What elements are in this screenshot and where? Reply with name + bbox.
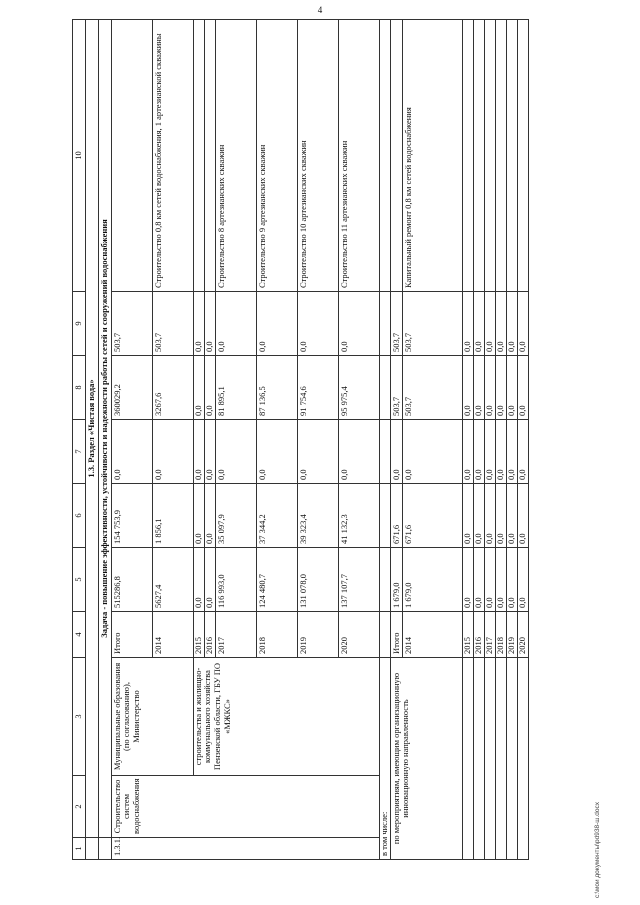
value-cell: 0,0	[518, 292, 529, 356]
header-cell: 5	[73, 548, 86, 612]
value-cell: 0,0	[193, 292, 204, 356]
value-cell: 503,7	[390, 292, 403, 356]
rotated-table-area	[72, 20, 574, 860]
year-cell: 2014	[403, 612, 463, 658]
value-cell: 0,0	[463, 484, 474, 548]
value-cell: 0,0	[403, 420, 463, 484]
table-row	[474, 20, 485, 860]
value-cell: 515286,8	[111, 548, 152, 612]
year-cell: 2015	[463, 612, 474, 658]
value-cell: 0,0	[215, 420, 256, 484]
value-cell: 0,0	[390, 420, 403, 484]
year-cell: 2019	[297, 612, 338, 658]
value-cell: 0,0	[507, 548, 518, 612]
section-title: 1.3. Раздел «Чистая вода»	[86, 20, 99, 838]
note-cell	[111, 20, 152, 292]
value-cell: 37 344,2	[256, 484, 297, 548]
note-cell	[507, 20, 518, 292]
section-title-row	[86, 20, 99, 860]
table-row	[485, 20, 496, 860]
value-cell: 0,0	[496, 420, 507, 484]
header-cell: 2	[73, 776, 86, 838]
including-label: в том числе:	[379, 658, 390, 860]
year-cell: 2018	[496, 612, 507, 658]
value-cell: 5627,4	[152, 548, 193, 612]
file-path-footer	[590, 801, 630, 898]
value-cell: 0,0	[474, 356, 485, 420]
value-cell: 35 097,9	[215, 484, 256, 548]
innovation-label: по мероприятиям, имеющим организационную инновационную направленность	[390, 658, 463, 860]
value-cell: 503,7	[152, 292, 193, 356]
value-cell: 0,0	[215, 292, 256, 356]
value-cell: 39 323,4	[297, 484, 338, 548]
value-cell: 0,0	[496, 292, 507, 356]
value-cell: 0,0	[496, 356, 507, 420]
value-cell: 0,0	[338, 420, 379, 484]
year-cell: 2015	[193, 612, 204, 658]
item-name: Строительство систем водоснабжения	[111, 776, 379, 838]
value-cell: 0,0	[518, 548, 529, 612]
table-row	[379, 20, 390, 860]
value-cell: 0,0	[507, 420, 518, 484]
year-cell: 2019	[507, 612, 518, 658]
executor-part2: строительства и жилищно-коммунального хозяйства Пензенской области, ГБУ ПО «МЖКС»	[193, 658, 379, 776]
value-cell: 0,0	[485, 356, 496, 420]
value-cell: 0,0	[485, 420, 496, 484]
header-row	[73, 20, 86, 860]
value-cell: 91 754,6	[297, 356, 338, 420]
value-cell: 360029,2	[111, 356, 152, 420]
rotation-frame	[72, 20, 574, 860]
header-cell: 10	[73, 20, 86, 292]
value-cell: 87 136,5	[256, 356, 297, 420]
value-cell: 503,7	[390, 356, 403, 420]
header-cell: 3	[73, 658, 86, 776]
value-cell: 3267,6	[152, 356, 193, 420]
value-cell: 0,0	[152, 420, 193, 484]
year-cell: 2017	[485, 612, 496, 658]
note-cell	[485, 20, 496, 292]
value-cell: 0,0	[256, 420, 297, 484]
value-cell: 0,0	[474, 548, 485, 612]
value-cell: 0,0	[193, 356, 204, 420]
note-cell	[204, 20, 215, 292]
year-cell: 2016	[474, 612, 485, 658]
value-cell: 0,0	[518, 420, 529, 484]
year-cell: Итого	[111, 612, 152, 658]
note-cell	[474, 20, 485, 292]
value-cell: 0,0	[256, 292, 297, 356]
table-row	[518, 20, 529, 860]
task-title: Задача - повышение эффективности, устойчивости и надежности работы сетей и сооружений водоснабжения	[98, 20, 111, 838]
value-cell: 0,0	[485, 484, 496, 548]
note-cell: Строительство 10 артезианских скважин	[297, 20, 338, 292]
note-cell	[193, 20, 204, 292]
value-cell: 0,0	[204, 484, 215, 548]
value-cell: 0,0	[496, 548, 507, 612]
task-title-row	[98, 20, 111, 860]
year-cell: 2014	[152, 612, 193, 658]
table-row	[507, 20, 518, 860]
note-cell	[496, 20, 507, 292]
table-row	[496, 20, 507, 860]
table-row	[463, 20, 474, 860]
value-cell: 81 895,1	[215, 356, 256, 420]
value-cell: 0,0	[507, 484, 518, 548]
value-cell: 0,0	[518, 484, 529, 548]
header-cell: 6	[73, 484, 86, 548]
value-cell: 0,0	[496, 484, 507, 548]
value-cell: 671,6	[390, 484, 403, 548]
value-cell: 1 856,1	[152, 484, 193, 548]
value-cell: 0,0	[474, 420, 485, 484]
header-cell: 8	[73, 356, 86, 420]
value-cell: 503,7	[403, 292, 463, 356]
value-cell: 0,0	[193, 548, 204, 612]
note-cell: Строительство 11 артезианских скважин	[338, 20, 379, 292]
value-cell: 154 753,9	[111, 484, 152, 548]
value-cell: 0,0	[111, 420, 152, 484]
value-cell: 1 679,0	[390, 548, 403, 612]
value-cell: 0,0	[474, 484, 485, 548]
file-path-text: c:\мои документы\pd938-ш.docx	[594, 801, 601, 898]
value-cell: 137 107,7	[338, 548, 379, 612]
value-cell: 0,0	[463, 356, 474, 420]
table-row	[193, 20, 204, 860]
value-cell: 41 132,3	[338, 484, 379, 548]
year-cell: 2016	[204, 612, 215, 658]
value-cell: 0,0	[518, 356, 529, 420]
value-cell: 671,6	[403, 484, 463, 548]
year-cell: Итого	[390, 612, 403, 658]
value-cell: 0,0	[507, 356, 518, 420]
note-cell: Строительство 8 артезианских скважин	[215, 20, 256, 292]
value-cell: 0,0	[204, 292, 215, 356]
header-cell: 4	[73, 612, 86, 658]
year-cell: 2017	[215, 612, 256, 658]
note-cell	[463, 20, 474, 292]
value-cell: 0,0	[463, 292, 474, 356]
value-cell: 0,0	[193, 420, 204, 484]
value-cell: 0,0	[463, 420, 474, 484]
note-cell: Капитальный ремонт 0,8 км сетей водоснабжения	[403, 20, 463, 292]
value-cell: 0,0	[204, 356, 215, 420]
value-cell: 0,0	[485, 292, 496, 356]
note-cell: Строительство 9 артезианских скважин	[256, 20, 297, 292]
program-table	[72, 19, 529, 860]
item-number: 1.3.1.	[111, 838, 379, 860]
value-cell: 503,7	[403, 356, 463, 420]
value-cell: 116 993,0	[215, 548, 256, 612]
note-cell	[518, 20, 529, 292]
value-cell: 0,0	[463, 548, 474, 612]
year-cell: 2020	[518, 612, 529, 658]
page-number: 4	[317, 5, 323, 15]
value-cell: 124 480,7	[256, 548, 297, 612]
note-cell	[390, 20, 403, 292]
value-cell: 131 078,0	[297, 548, 338, 612]
value-cell: 95 975,4	[338, 356, 379, 420]
value-cell: 0,0	[507, 292, 518, 356]
year-cell: 2018	[256, 612, 297, 658]
header-cell: 7	[73, 420, 86, 484]
value-cell: 0,0	[297, 292, 338, 356]
table-row	[111, 20, 152, 860]
table-row	[390, 20, 403, 860]
value-cell: 0,0	[338, 292, 379, 356]
value-cell: 503,7	[111, 292, 152, 356]
value-cell: 0,0	[204, 548, 215, 612]
year-cell: 2020	[338, 612, 379, 658]
value-cell: 0,0	[193, 484, 204, 548]
note-cell: Строительство 0,8 км сетей водоснабжения, 1 артезианской скважины	[152, 20, 193, 292]
header-cell: 9	[73, 292, 86, 356]
value-cell: 0,0	[485, 548, 496, 612]
value-cell: 1 679,0	[403, 548, 463, 612]
executor-part1: Муниципальные образования (по согласованию), Министерство	[111, 658, 193, 776]
value-cell: 0,0	[297, 420, 338, 484]
header-cell: 1	[73, 838, 86, 860]
value-cell: 0,0	[474, 292, 485, 356]
value-cell: 0,0	[204, 420, 215, 484]
